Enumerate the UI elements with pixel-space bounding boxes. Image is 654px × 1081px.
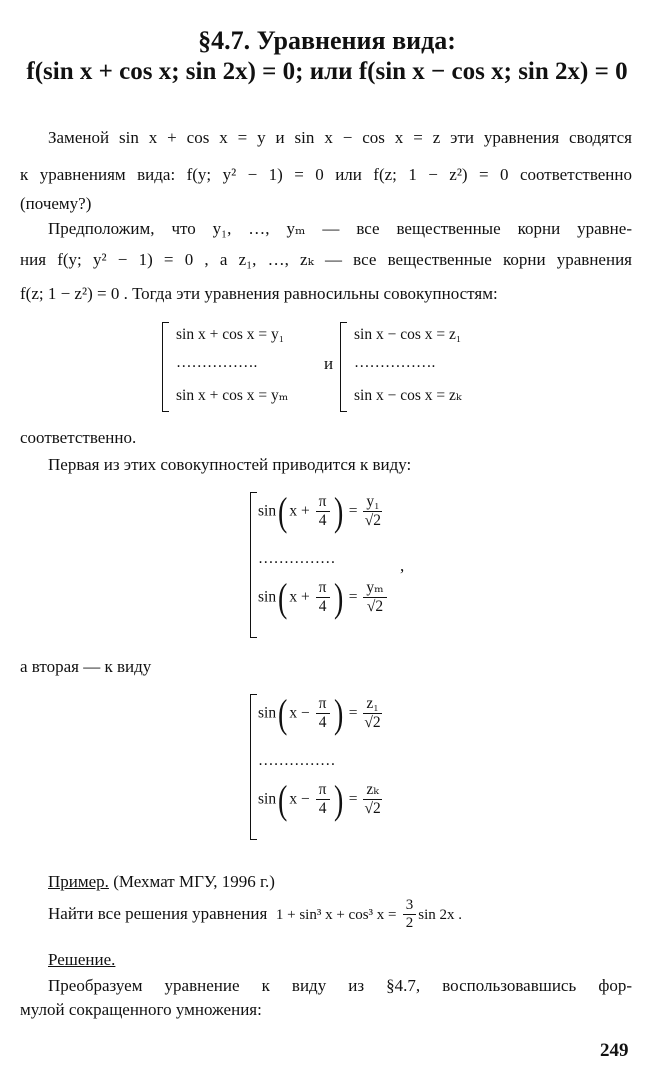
solution-label: Решение. bbox=[48, 950, 116, 969]
system-row-dots: …………… bbox=[258, 550, 336, 567]
paren-left: ( bbox=[278, 691, 288, 736]
argument: x − bbox=[289, 790, 310, 808]
system-row: sin x + cos x = yₘ bbox=[176, 387, 289, 404]
argument: x − bbox=[289, 704, 310, 722]
paragraph-1-line-2: к уравнениям вида: f(y; y² − 1) = 0 или f(z; 1 − z²) = 0 соответственно bbox=[20, 165, 632, 184]
system-row: sin x + cos x = y₁ bbox=[176, 326, 285, 343]
fraction-rhs bbox=[363, 696, 381, 731]
paragraph-3: соответственно. bbox=[20, 428, 137, 447]
numerator: π bbox=[316, 782, 330, 799]
system-row: sin( x − $\frac{\pi}{4}$ ) = $\frac{\text{z₁}}{√2}$ bbox=[258, 691, 381, 736]
fraction-pi-4 bbox=[316, 782, 330, 817]
paragraph-2-line-2: ния f(y; y² − 1) = 0 , а z₁, …, zₖ — все вещественные корни уравнения bbox=[20, 250, 632, 269]
fraction-3-2 bbox=[403, 898, 417, 932]
argument: x + bbox=[289, 502, 310, 520]
numerator: zₖ bbox=[363, 782, 382, 799]
denominator: 4 bbox=[318, 799, 327, 817]
system-row: sin x − cos x = zₖ bbox=[354, 387, 462, 404]
paren-left: ( bbox=[278, 777, 288, 822]
system-bracket bbox=[162, 322, 169, 412]
system-sin-plus bbox=[250, 489, 420, 638]
numerator: π bbox=[316, 580, 330, 597]
fraction-pi-4 bbox=[316, 580, 330, 615]
denominator: √2 bbox=[366, 597, 384, 615]
numerator: π bbox=[316, 494, 330, 511]
system-row-dots: ……………. bbox=[176, 354, 258, 371]
paren-left: ( bbox=[278, 575, 288, 620]
fraction-rhs bbox=[363, 494, 382, 529]
task-formula-left: 1 + sin³ x + cos³ x = bbox=[275, 906, 397, 923]
system-bracket bbox=[250, 694, 257, 840]
sin-label: sin bbox=[258, 704, 277, 722]
numerator: z₁ bbox=[363, 696, 381, 713]
system-row: sin( x + $\frac{\pi}{4}$ ) = $\frac{\text{yₘ}}{√2}$ bbox=[258, 578, 389, 618]
paragraph-1-line-3: (почему?) bbox=[20, 194, 92, 213]
paragraph-2-line-3: f(z; 1 − z²) = 0 . Тогда эти уравнения равносильны совокупностям: bbox=[20, 284, 498, 303]
sin-label: sin bbox=[258, 790, 277, 808]
system-row-dots: …………… bbox=[258, 752, 336, 769]
system-row: sin( x − $\frac{\pi}{4}$ ) = $\frac{\text{zₖ}}{√2}$ bbox=[258, 777, 381, 822]
task-formula-right: sin 2x . bbox=[418, 906, 462, 923]
example-source: (Мехмат МГУ, 1996 г.) bbox=[108, 872, 275, 891]
numerator: yₘ bbox=[363, 580, 386, 597]
numerator: y₁ bbox=[363, 494, 382, 511]
paren-right: ) bbox=[333, 777, 343, 822]
fraction-rhs bbox=[363, 580, 386, 615]
denominator: √2 bbox=[364, 511, 382, 529]
section-title-formulas: f(sin x + cos x; sin 2x) = 0; или f(sin x − cos x; sin 2x) = 0 bbox=[26, 58, 628, 85]
paren-right: ) bbox=[333, 575, 343, 620]
section-title: §4.7. Уравнения вида: bbox=[198, 26, 456, 55]
numerator: π bbox=[316, 696, 330, 713]
system-sum bbox=[162, 322, 342, 418]
solution-line-1: Преобразуем уравнение к виду из §4.7, воспользовавшись фор- bbox=[48, 976, 632, 995]
system-bracket bbox=[250, 492, 257, 638]
paragraph-5: а вторая — к виду bbox=[20, 657, 152, 676]
denominator: √2 bbox=[364, 713, 381, 731]
paragraph-2-line-1: Предположим, что y₁, …, yₘ — все вещественные корни уравне- bbox=[48, 219, 632, 238]
system-bracket bbox=[340, 322, 347, 412]
system-sin-minus bbox=[250, 691, 420, 840]
connector-and: и bbox=[324, 354, 334, 373]
denominator: 4 bbox=[318, 511, 327, 529]
system-row: sin( x + $\frac{\pi}{4}$ ) = $\frac{\text{y₁}}{√2}$ bbox=[258, 489, 382, 534]
paren-left: ( bbox=[278, 489, 288, 534]
system-comma: , bbox=[400, 556, 405, 575]
denominator: 4 bbox=[318, 597, 327, 615]
fraction-pi-4 bbox=[316, 494, 330, 529]
paren-right: ) bbox=[333, 489, 343, 534]
argument: x + bbox=[289, 588, 310, 606]
task-statement bbox=[48, 898, 462, 932]
numerator: 3 bbox=[403, 898, 417, 915]
paren-right: ) bbox=[333, 691, 343, 736]
fraction-rhs bbox=[363, 782, 382, 817]
task-text: Найти все решения уравнения bbox=[48, 903, 268, 923]
paragraph-1-line-1: Заменой sin x + cos x = y и sin x − cos x = z эти уравнения сводятся bbox=[48, 128, 632, 147]
sin-label: sin bbox=[258, 588, 277, 606]
example-heading bbox=[48, 872, 275, 892]
paragraph-4: Первая из этих совокупностей приводится к виду: bbox=[48, 455, 412, 474]
system-row: sin x − cos x = z₁ bbox=[354, 326, 462, 343]
denominator: 4 bbox=[318, 713, 327, 731]
fraction-pi-4 bbox=[316, 696, 330, 731]
denominator: √2 bbox=[364, 799, 381, 817]
denominator: 2 bbox=[405, 914, 414, 931]
example-label: Пример. bbox=[48, 872, 109, 891]
page-number: 249 bbox=[600, 1040, 629, 1061]
system-difference bbox=[340, 322, 520, 418]
system-row-dots: ……………. bbox=[354, 354, 436, 371]
sin-label: sin bbox=[258, 502, 277, 520]
solution-line-2: мулой сокращенного умножения: bbox=[20, 1000, 262, 1019]
